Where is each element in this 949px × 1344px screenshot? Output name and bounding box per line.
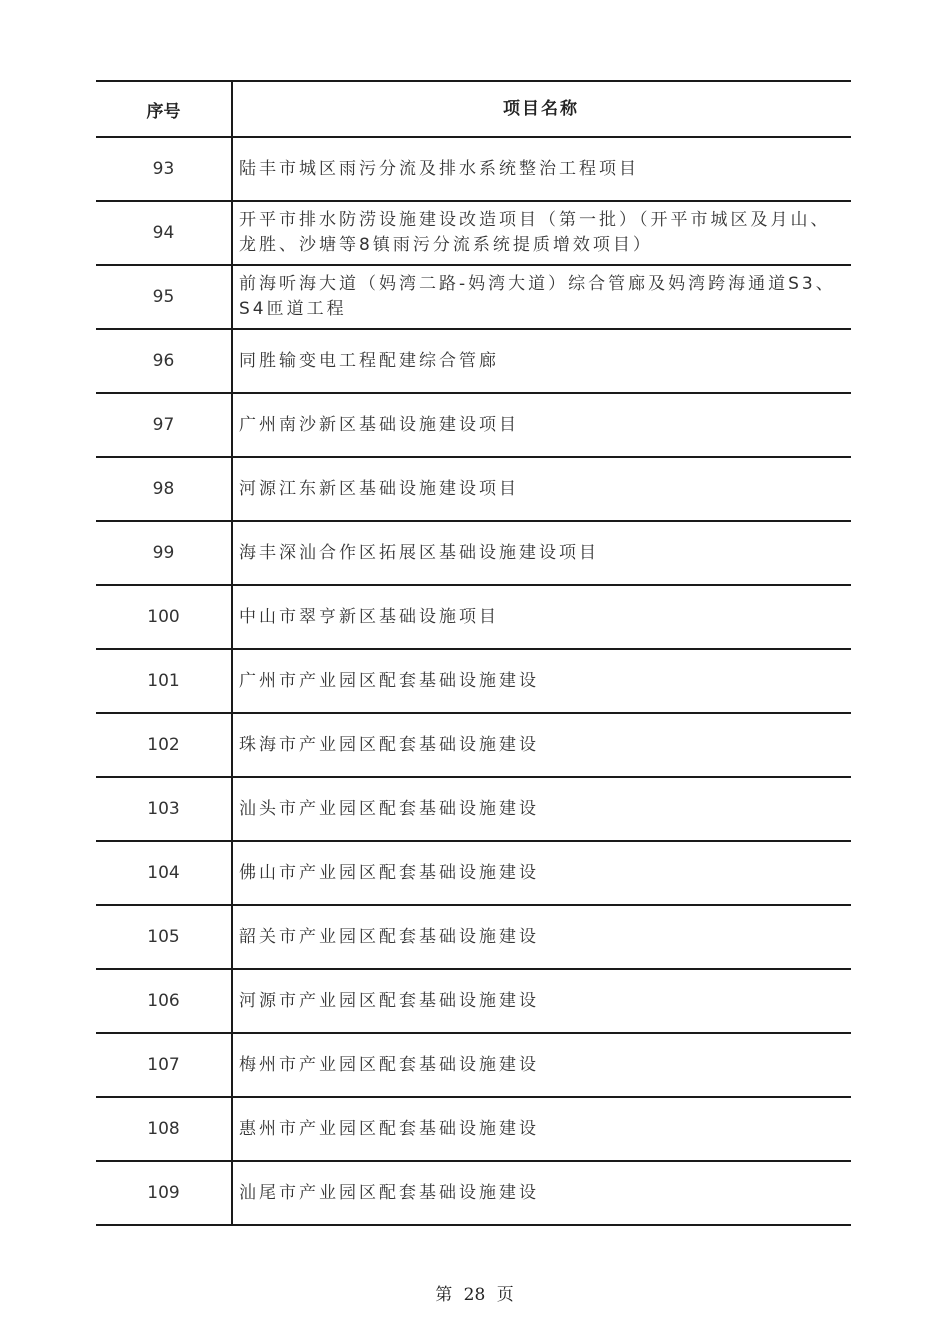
project-name-cell: 陆丰市城区雨污分流及排水系统整治工程项目: [239, 158, 639, 179]
serial-no-cell: 106: [96, 970, 233, 1032]
serial-no-cell: 103: [96, 778, 233, 840]
serial-no-cell: 96: [96, 330, 233, 392]
table-row: [96, 202, 851, 266]
project-name-cell: 同胜输变电工程配建综合管廊: [239, 350, 499, 371]
serial-no-cell: 94: [96, 202, 233, 264]
table-row: [96, 1034, 851, 1098]
table-row: [96, 778, 851, 842]
project-table: [96, 80, 851, 1226]
project-name-cell: 汕头市产业园区配套基础设施建设: [239, 798, 539, 819]
serial-no-cell: 107: [96, 1034, 233, 1096]
project-name-cell: 开平市排水防涝设施建设改造项目（第一批）（开平市城区及月山、龙胜、沙塘等8镇雨污分流系统提质增效项目）: [239, 210, 831, 255]
serial-no-cell: 102: [96, 714, 233, 776]
serial-no-cell: 95: [96, 266, 233, 328]
table-row: [96, 330, 851, 394]
serial-no-cell: 108: [96, 1098, 233, 1160]
serial-no-cell: 100: [96, 586, 233, 648]
project-name-cell: 梅州市产业园区配套基础设施建设: [239, 1054, 539, 1075]
project-name-cell: 韶关市产业园区配套基础设施建设: [239, 926, 539, 947]
serial-no-cell: 105: [96, 906, 233, 968]
table-row: [96, 650, 851, 714]
project-name-cell: 海丰深汕合作区拓展区基础设施建设项目: [239, 542, 599, 563]
table-row: [96, 1162, 851, 1226]
project-name-cell: 前海听海大道（妈湾二路-妈湾大道）综合管廊及妈湾跨海通道S3、S4匝道工程: [239, 274, 836, 319]
project-name-cell: 广州南沙新区基础设施建设项目: [239, 414, 519, 435]
table-row: [96, 970, 851, 1034]
project-name-cell: 珠海市产业园区配套基础设施建设: [239, 734, 539, 755]
table-row: [96, 842, 851, 906]
table-row: [96, 458, 851, 522]
serial-no-cell: 93: [96, 138, 233, 200]
table-row: [96, 266, 851, 330]
page-number: 第 28 页: [435, 1285, 514, 1305]
header-serial-no: 序号: [96, 82, 233, 136]
table-row: [96, 522, 851, 586]
project-name-cell: 中山市翠亨新区基础设施项目: [239, 606, 499, 627]
project-name-cell: 河源江东新区基础设施建设项目: [239, 478, 519, 499]
serial-no-cell: 104: [96, 842, 233, 904]
table-row: [96, 138, 851, 202]
serial-no-cell: 109: [96, 1162, 233, 1224]
table-row: [96, 586, 851, 650]
project-name-cell: 河源市产业园区配套基础设施建设: [239, 990, 539, 1011]
table-row: [96, 394, 851, 458]
table-row: [96, 714, 851, 778]
table-row: [96, 1098, 851, 1162]
serial-no-cell: 98: [96, 458, 233, 520]
project-name-cell: 佛山市产业园区配套基础设施建设: [239, 862, 539, 883]
serial-no-cell: 99: [96, 522, 233, 584]
table-header: [96, 80, 851, 138]
project-name-cell: 惠州市产业园区配套基础设施建设: [239, 1118, 539, 1139]
serial-no-cell: 97: [96, 394, 233, 456]
serial-no-cell: 101: [96, 650, 233, 712]
table-row: [96, 906, 851, 970]
project-name-cell: 汕尾市产业园区配套基础设施建设: [239, 1182, 539, 1203]
header-project-name: 项目名称: [503, 98, 579, 119]
project-name-cell: 广州市产业园区配套基础设施建设: [239, 670, 539, 691]
